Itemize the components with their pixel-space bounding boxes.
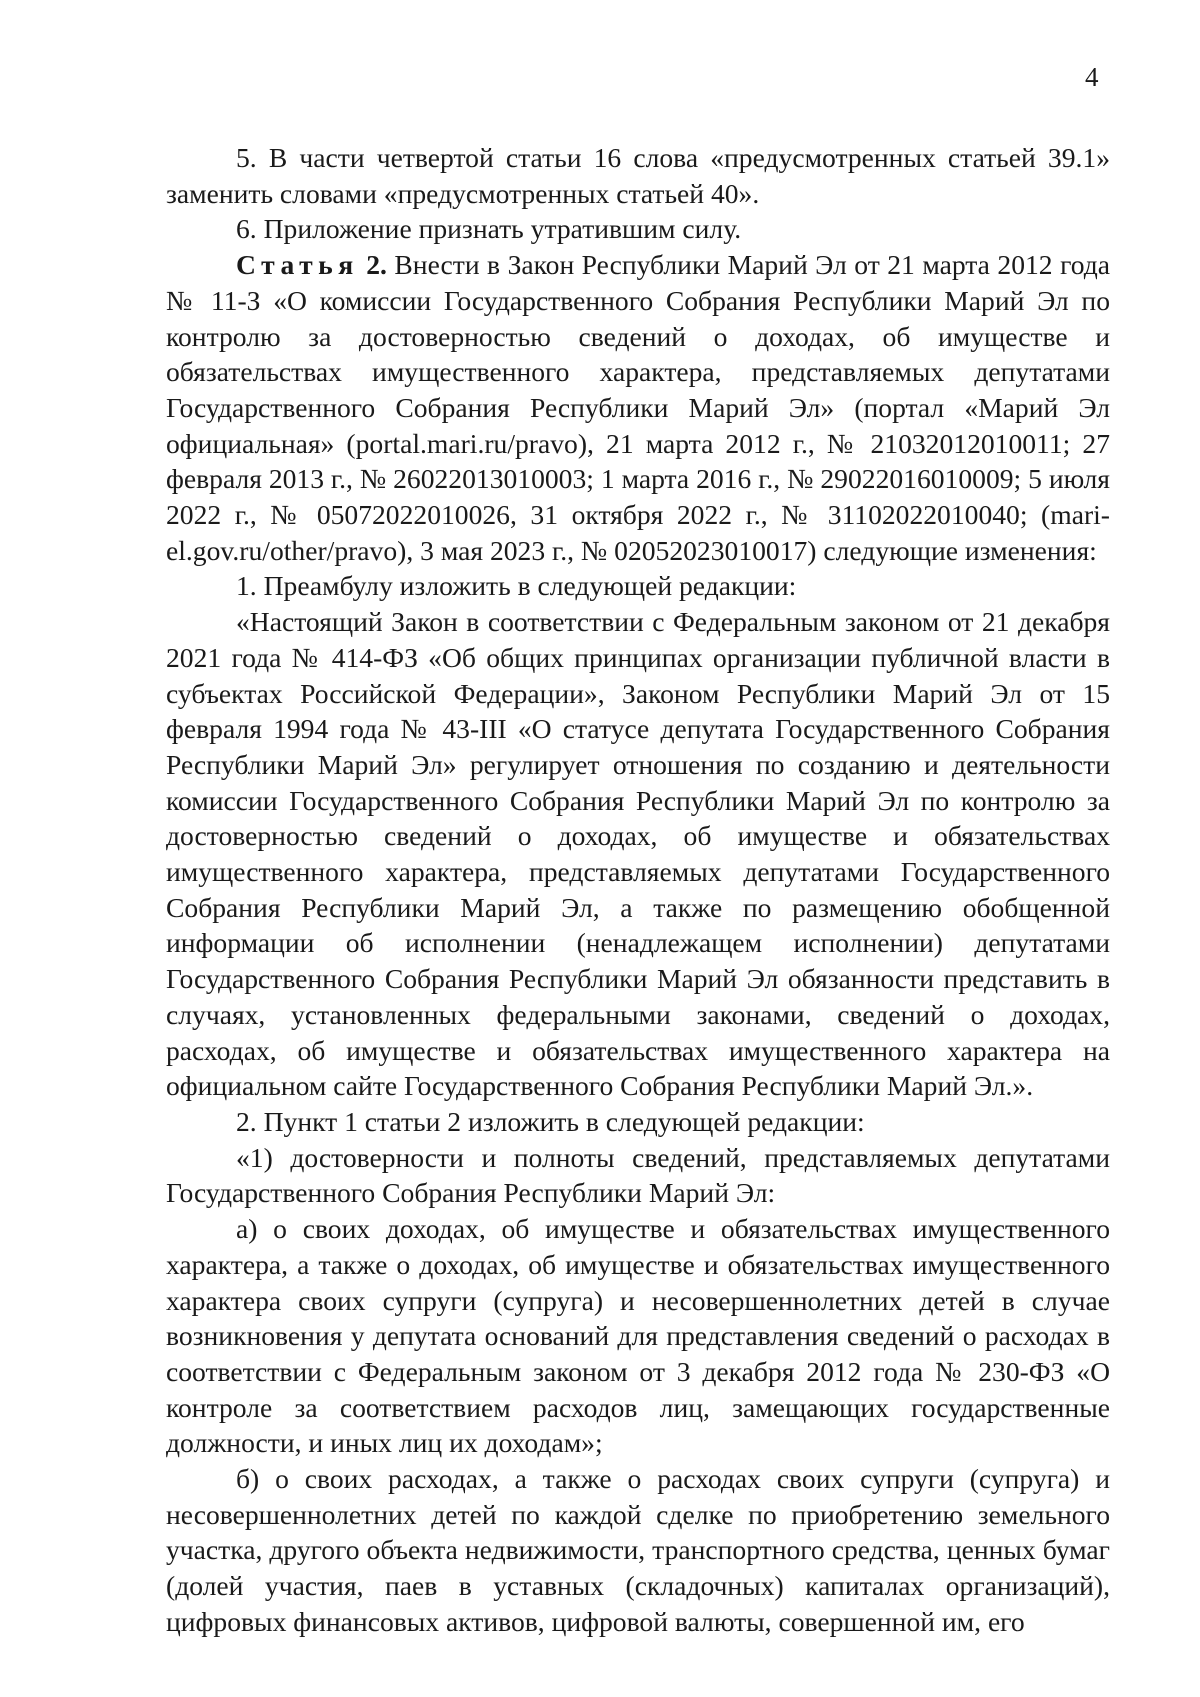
preamble-text: «Настоящий Закон в соответствии с Федеральным законом от 21 декабря 2021 года № 414-ФЗ «Об общих принципах организации публичной власти в субъектах Российской Федерации», Законом Республики Марий Эл от 15 февраля 1994 года № 43-III «О статусе депутата Государственного Собрания Республики Марий Эл» регулирует отношения по созданию и деятельности комиссии Государственного Собрания Республики Марий Эл по контролю за достоверностью сведений о доходах, об имуществе и обязательствах имущественного характера, представляемых депутатами Государственного Собрания Республики Марий Эл, а также по размещению обобщенной информации об исполнении (ненадлежащем исполнении) депутатами Государственного Собрания Республики Марий Эл обязанности представить в случаях, установленных федеральными законами, сведений о доходах, расходах, об имуществе и обязательствах имущественного характера на официальном сайте Государственного Собрания Республики Марий Эл.».	[166, 606, 1110, 1102]
article-2-paragraph	[166, 247, 1110, 568]
article-text: Внести в Закон Республики Марий Эл от 21 марта 2012 года № 11-З «О комиссии Государственного Собрания Республики Марий Эл по контролю за достоверностью сведений о доходах, об имуществе и обязательствах имущественного характера, представляемых депутатами Государственного Собрания Республики Марий Эл» (портал «Марий Эл официальная» (portal.mari.ru/pravo), 21 марта 2012 г., № 21032012010011; 27 февраля 2013 г., № 26022013010003; 1 марта 2016 г., № 29022016010009; 5 июля 2022 г., № 05072022010026, 31 октября 2022 г., № 31102022010040; (mari-el.gov.ru/other/pravo), 3 мая 2023 г., № 02052023010017) следующие изменения:	[166, 249, 1110, 566]
page-number: 4	[1085, 62, 1099, 92]
clause-1-text: «1) достоверности и полноты сведений, представляемых депутатами Государственного Собрания Республики Марий Эл:	[166, 1141, 1110, 1209]
subclause-b-text: б) о своих расходах, а также о расходах своих супруги (супруга) и несовершеннолетних детей по каждой сделке по приобретению земельного участка, другого объекта недвижимости, транспортного средства, ценных бумаг (долей участия, паев в уставных (складочных) капиталах организаций), цифровых финансовых активов, цифровой валюты, совершенной им, его	[166, 1463, 1110, 1637]
paragraph-item-6: 6. Приложение признать утратившим силу.	[236, 213, 742, 245]
subclause-a-text: а) о своих доходах, об имуществе и обязательствах имущественного характера, а также о доходах, об имуществе и обязательствах имущественного характера своих супруги (супруга) и несовершеннолетних детей в случае возникновения у депутата оснований для представления сведений о расходах в соответствии с Федеральным законом от 3 декабря 2012 года № 230-ФЗ «О контроле за соответствием расходов лиц, замещающих государственные должности, и иных лиц их доходам»;	[166, 1213, 1110, 1459]
amendment-1-intro: 1. Преамбулу изложить в следующей редакции:	[236, 570, 797, 602]
paragraph-item-5: 5. В части четвертой статьи 16 слова «предусмотренных статьей 39.1» заменить словами «предусмотренных статьей 40».	[166, 142, 1110, 209]
document-body	[166, 140, 1110, 1640]
article-heading: Статья	[236, 249, 359, 281]
article-number: 2.	[366, 249, 387, 281]
amendment-2-intro: 2. Пункт 1 статьи 2 изложить в следующей редакции:	[236, 1105, 865, 1137]
